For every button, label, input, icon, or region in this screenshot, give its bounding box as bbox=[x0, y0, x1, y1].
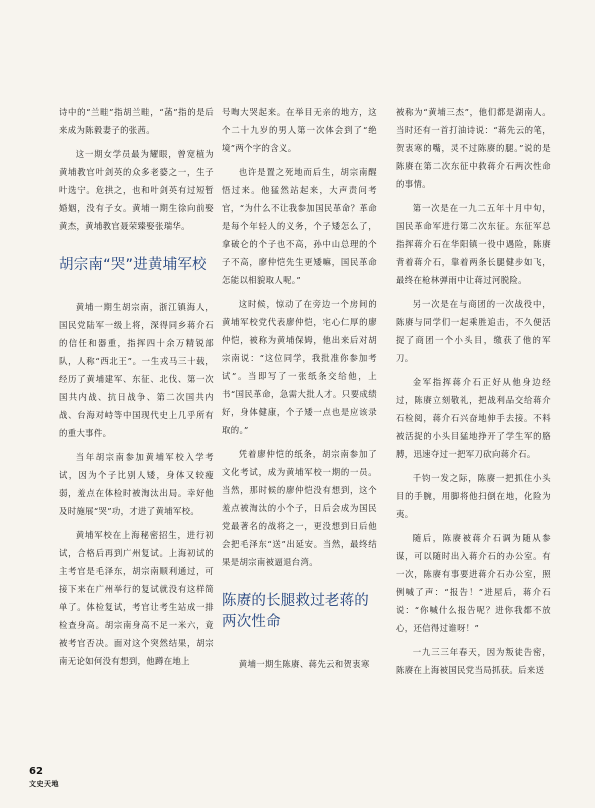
section-heading: 陈赓的长腿救过老蒋的两次性命 bbox=[222, 593, 369, 630]
body-paragraph: 号啕大哭起来。在举目无亲的地方，这个二十九岁的男人第一次体会到了“绝境”两个字的含义。 bbox=[222, 107, 377, 153]
body-paragraph: 黄埔一期生陈赓、蒋先云和贺衷寒 bbox=[238, 659, 370, 669]
body-paragraph: 黄埔一期生胡宗南，浙江镇海人，国民党陆军一级上将，深得同乡蒋介石的信任和器重，指挥四十余万精锐部队，人称“西北王”。一生戎马三十载，经历了黄埔建军、东征、北伐、第一次国共内战、抗日战争、第二次国共内战、台海对峙等中国现代史上几乎所有的重大事件。 bbox=[59, 302, 214, 438]
page-number: 62 bbox=[29, 766, 43, 777]
body-paragraph: 当年胡宗南参加黄埔军校入学考试，因为个子比别人矮，身体又较瘦弱，羞点在体检时被淘汰出局。幸好他及时施展“哭”功，才进了黄埔军校。 bbox=[59, 452, 214, 516]
body-paragraph: 凭着廖仲恺的纸条，胡宗南参加了文化考试，成为黄埔军校一期的一员。当然，那时候的廖仲恺没有想到，这个羞点被淘汰的小个子，日后会成为国民党最著名的战将之一，更没想到日后他会把毛泽东“送”出延安。当然，最终结果是胡宗南被逼退台湾。 bbox=[222, 449, 377, 567]
body-paragraph: 也许是置之死地而后生，胡宗南醒悟过来。他猛然站起来，大声责问考官，“为什么不让我参加国民革命？革命是每个年轻人的义务，个子矮怎么了，拿破仑的个子也不高，孙中山总理的个子不高，廖仲恺先生更矮嘛，国民革命怎能以相貌取人呢。” bbox=[222, 167, 377, 285]
body-paragraph: 随后，陈赓被蒋介石调为随从参谋，可以随时出入蒋介石的办公室。有一次，陈赓有事要进蒋介石办公室，照例喊了声：“报告！”进屋后，蒋介石说：“你喊什么报告呢？进你我都不放心，还信得过谁呀！” bbox=[396, 533, 551, 633]
magazine-name: 文史天地 bbox=[29, 780, 59, 788]
body-paragraph: 第一次是在一九二五年十月中旬，国民革命军进行第二次东征。东征军总指挥蒋介石在华阳镇一役中遇险，陈赓背着蒋介石，靠着两条长腿健步如飞，最终在枪林弹雨中让蒋过河脱险。 bbox=[396, 203, 551, 285]
body-paragraph: 这一期女学员最为耀眼，曾宽植为黄埔教官叶剑英的众多老婆之一，生子叶选宁。危拱之，也和叶剑英有过短暂婚姻，没有子女。黄埔一期生徐向前娶黄杰，黄埔教官聂荣臻娶张瑞华。 bbox=[59, 149, 214, 231]
text-column-middle bbox=[222, 103, 377, 673]
body-paragraph: 被称为“黄埔三杰”，他们都是湖南人。当时还有一首打油诗说：“蒋先云的笔，贺衷寒的嘴，灵不过陈赓的腿。”说的是陈赓在第二次东征中救蒋介石两次性命的事情。 bbox=[396, 107, 551, 189]
body-paragraph: 另一次是在与商团的一次战役中，陈赓与同学们一起乘胜追击，不久便活捉了商团一个小头目，缴获了他的军刀。 bbox=[396, 299, 551, 363]
body-paragraph: 诗中的“兰畦”指胡兰畦，“菡”指的是后来成为陈毅妻子的张茜。 bbox=[59, 107, 214, 135]
body-paragraph: 一九三三年春天，因为叛徒告密，陈赓在上海被国民党当局抓获。后来送 bbox=[396, 647, 551, 675]
text-column-left bbox=[59, 103, 214, 670]
body-paragraph: 这时候，惊动了在旁边一个房间的黄埔军校党代表廖仲恺，宅心仁厚的廖仲恺，被称为黄埔保姆，他出来后对胡宗南说：“这位同学，我批准你参加考试”。当即写了一张纸条交给他，上书“国民革命，急需大批人才。只要成绩好，身体健康，个子矮一点也是应该录取的。” bbox=[222, 299, 377, 435]
body-paragraph: 金军指挥蒋介石正好从他身边经过，陈赓立刻敬礼，把战利品交给蒋介石检阅，蒋介石兴奋地伸手去接。不料被活捉的小头目猛地挣开了学生军的胳膊，迅速夺过一把军刀砍向蒋介石。 bbox=[396, 377, 551, 459]
section-heading: 胡宗南“哭”进黄埔军校 bbox=[59, 257, 207, 273]
text-column-right bbox=[396, 103, 551, 679]
body-paragraph: 千钧一发之际，陈赓一把抓住小头目的手腕，用脚将他扫倒在地，化险为夷。 bbox=[396, 473, 551, 519]
body-paragraph: 黄埔军校在上海秘密招生，进行初试，合格后再到广州复试。上海初试的主考官是毛泽东，胡宗南顺利通过，可接下来在广州举行的复试就没有这样简单了。体检复试，考官让考生站成一排检查身高。胡宗南身高不足一米六，竟被考官否决。面对这个突然结果，胡宗南无论如何没有想到，他蹲在地上 bbox=[59, 530, 214, 666]
